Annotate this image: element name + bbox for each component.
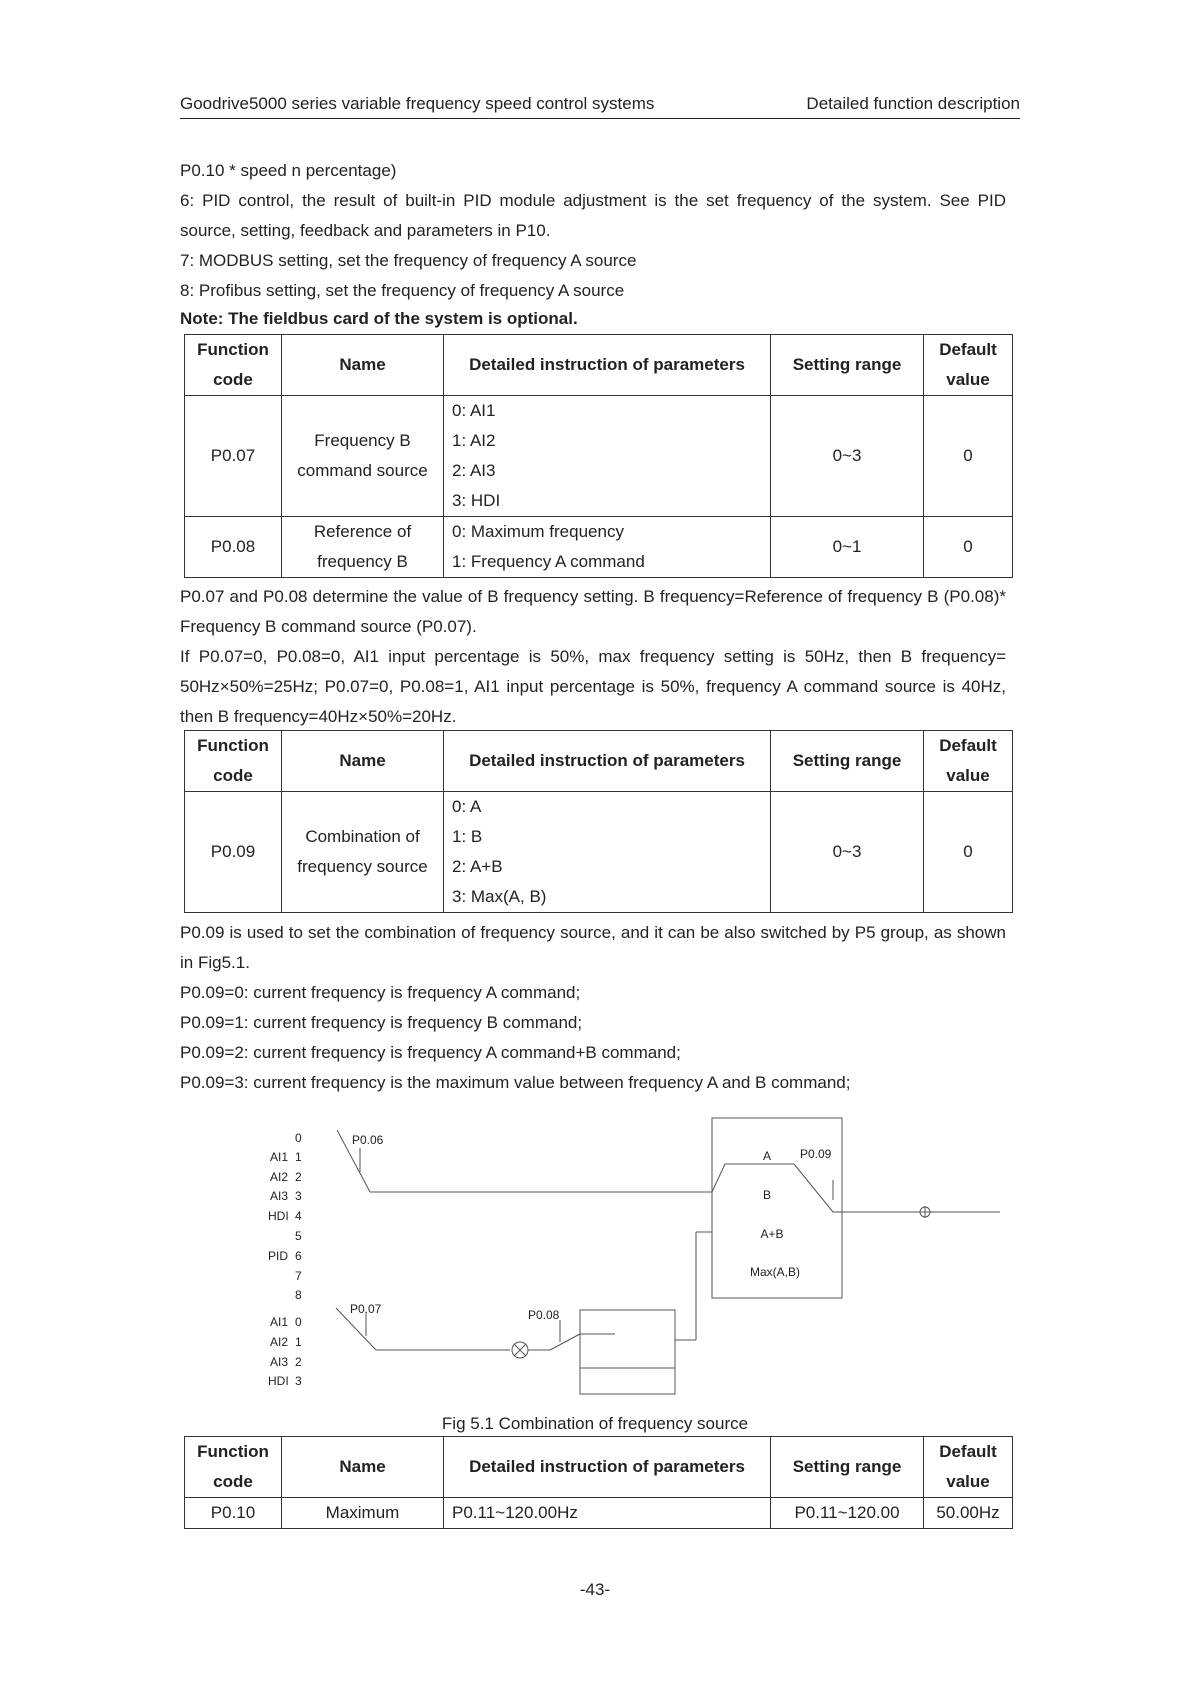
option: 1: AI2 [452,431,496,450]
b-input-list [268,1315,302,1388]
cell-name: Combination of frequency source [282,792,444,913]
th-function-code: Function code [185,1437,282,1498]
input-num: 2 [295,1170,302,1184]
combo-wiper [794,1164,833,1212]
input-label: HDI [268,1209,289,1223]
option: 3: HDI [452,491,501,510]
option: 0: AI1 [452,401,496,420]
cell-default: 0 [924,792,1013,913]
table-row [185,517,1013,578]
figure-caption: Fig 5.1 Combination of frequency source [441,1414,749,1433]
cell-name: Reference of frequency B [282,517,444,578]
cell-code: P0.09 [185,792,282,913]
reference-box [580,1310,675,1394]
th-range: Setting range [771,731,924,792]
option: 0: A [452,797,482,816]
th-name: Name [282,1437,444,1498]
paragraph: P0.09 is used to set the combination of frequency source, and it can be also switched by P5 group, as shown in Fig5.1. [180,923,1006,972]
option: 1: B [452,827,483,846]
combination-1: P0.09=1: current frequency is frequency B command; [180,1013,583,1032]
input-label: AI1 [270,1315,289,1329]
input-num: 4 [295,1209,302,1223]
cell-code: P0.08 [185,517,282,578]
option: 2: AI3 [452,461,496,480]
intro-text [180,156,1006,332]
combo-option-max: Max(A,B) [749,1265,801,1279]
cell-code: P0.10 [185,1498,282,1529]
combo-option-b: B [762,1188,772,1202]
th-detail: Detailed instruction of parameters [444,335,771,396]
intro-item-6: 6: PID control, the result of built-in PID module adjustment is the set frequency of the system. See PID source, setting, feedback and parameters in P10. [180,191,1006,240]
cell-name: Maximum [282,1498,444,1529]
cell-range: P0.11~120.00 [771,1498,924,1529]
input-num: 1 [295,1335,302,1349]
switch-ref-label: P0.08 [528,1308,560,1322]
page-header [180,92,1020,119]
th-default: Default value [924,731,1013,792]
input-num: 6 [295,1249,302,1263]
cell-options [444,396,771,517]
th-function-code: Function code [185,335,282,396]
input-num: 7 [295,1269,302,1283]
intro-item-8: 8: Profibus setting, set the frequency of frequency A source [180,281,625,300]
th-range: Setting range [771,1437,924,1498]
header-title: Goodrive5000 series variable frequency speed control systems [180,94,655,113]
option: 3: Max(A, B) [452,887,547,906]
option: 2: A+B [452,857,503,876]
input-num: 0 [295,1131,302,1145]
option: 0: Maximum frequency [452,522,624,541]
table-header-row [185,731,1013,792]
switch-b-label: P0.07 [350,1302,382,1316]
input-label: AI3 [270,1189,289,1203]
input-label: PID [268,1249,289,1263]
input-label: AI1 [270,1150,289,1164]
cell-range: 0~3 [771,792,924,913]
paragraph: If P0.07=0, P0.08=0, AI1 input percentage is 50%, max frequency setting is 50Hz, then B frequency= 50Hz×50%=25Hz; P0.07=0, P0.08=1, AI1 input percentage is 50%, frequency A command source is 40Hz, then B frequency=40Hz×50%=20Hz. [180,647,1006,726]
input-num: 3 [295,1374,302,1388]
table-row [185,396,1013,517]
cell-options [444,792,771,913]
th-function-code: Function code [185,731,282,792]
th-detail: Detailed instruction of parameters [444,1437,771,1498]
cell-range: 0~3 [771,396,924,517]
input-num: 2 [295,1355,302,1369]
cell-options [444,517,771,578]
th-default: Default value [924,335,1013,396]
th-default: Default value [924,1437,1013,1498]
input-num: 5 [295,1229,302,1243]
combination-3: P0.09=3: current frequency is the maximum value between frequency A and B command; [180,1073,851,1092]
input-label: AI2 [270,1170,289,1184]
cell-detail: P0.11~120.00Hz [444,1498,771,1529]
cell-range: 0~1 [771,517,924,578]
combo-option-a: A [762,1149,772,1163]
switch-a-label: P0.06 [352,1133,384,1147]
input-num: 0 [295,1315,302,1329]
table-header-row [185,1437,1013,1498]
input-label: HDI [268,1374,289,1388]
intro-line: P0.10 * speed n percentage) [180,161,397,180]
option: 1: Frequency A command [452,552,645,571]
input-num: 1 [295,1150,302,1164]
switch-comb-label: P0.09 [800,1147,832,1161]
th-name: Name [282,335,444,396]
parameter-table-2 [184,730,1013,913]
parameter-table-1 [184,334,1013,578]
intro-item-7: 7: MODBUS setting, set the frequency of frequency A source [180,251,637,270]
combination-explanation [180,918,1006,1098]
frequency-combination-diagram [268,1110,1020,1400]
header-section: Detailed function description [806,94,1020,113]
table-row [185,792,1013,913]
table-row [185,1498,1013,1529]
cell-default: 0 [924,396,1013,517]
input-num: 8 [295,1288,302,1302]
switch-ref-wiper [550,1334,580,1350]
combo-input-a [712,1164,725,1192]
th-detail: Detailed instruction of parameters [444,731,771,792]
parameter-table-3 [184,1436,1013,1529]
combination-2: P0.09=2: current frequency is frequency A command+B command; [180,1043,681,1062]
th-name: Name [282,731,444,792]
frequency-b-explanation [180,582,1006,732]
a-input-list [268,1131,302,1302]
combo-option-a-plus-b: A+B [760,1227,784,1241]
paragraph: P0.07 and P0.08 determine the value of B frequency setting. B frequency=Reference of frequency B (P0.08)* Frequency B command source (P0.07). [180,587,1006,636]
note: Note: The fieldbus card of the system is optional. [180,309,578,328]
cell-name: Frequency B command source [282,396,444,517]
th-range: Setting range [771,335,924,396]
cell-default: 0 [924,517,1013,578]
table-header-row [185,335,1013,396]
input-label: AI3 [270,1355,289,1369]
input-label: AI2 [270,1335,289,1349]
cell-code: P0.07 [185,396,282,517]
cell-default: 50.00Hz [924,1498,1013,1529]
combination-0: P0.09=0: current frequency is frequency A command; [180,983,581,1002]
page-number: -43- [579,1580,611,1599]
input-num: 3 [295,1189,302,1203]
